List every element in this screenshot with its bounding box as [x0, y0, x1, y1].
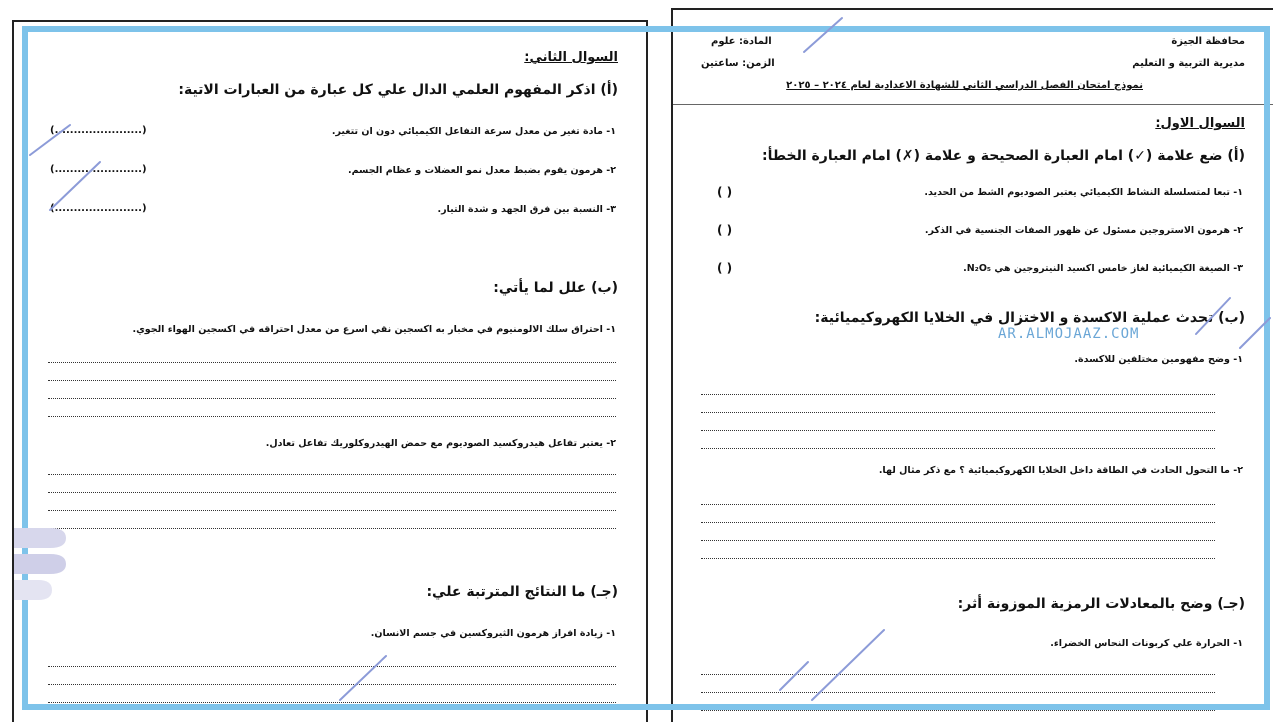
q1-part-a-heading: (أ) ضع علامة (✓) امام العبارة الصحيحة و علامة (✗) امام العبارة الخطأ: — [762, 148, 1245, 164]
q1-part-b-heading: (ب) تحدث عملية الاكسدة و الاختزال في الخلايا الكهروكيميائية: — [814, 310, 1245, 326]
q1b-item-2: ٢- ما التحول الحادث في الطاقة داخل الخلايا الكهروكيميائية ؟ مع ذكر مثال لها. — [878, 465, 1243, 476]
q2a-item-2: ٢- هرمون يقوم بضبط معدل نمو العضلات و عظام الجسم. — [347, 165, 616, 176]
deco-stroke — [340, 656, 386, 700]
header-time: الزمن: ساعتين — [701, 58, 775, 69]
question-2-title: السوال الثاني: — [524, 50, 618, 65]
q2-part-a-heading: (أ) اذكر المفهوم العلمي الدال علي كل عبارة من العبارات الاتية: — [178, 82, 618, 98]
q2a-item-3: ٣- النسبة بين فرق الجهد و شدة التيار. — [437, 204, 616, 215]
deco-stroke — [30, 125, 70, 155]
q1-part-c-heading: (جـ) وضح بالمعادلات الرمزية الموزونة أثر: — [957, 596, 1245, 612]
deco-stroke — [780, 662, 808, 690]
q1a-item-3: ٣- الصيغة الكيميائية لغاز خامس اكسيد النيتروجين هي N₂O₅. — [963, 263, 1243, 274]
q1b-item-1: ١- وضح مفهومين مختلفين للاكسدة. — [1074, 354, 1243, 365]
deco-stroke — [804, 18, 842, 52]
q2-part-c-heading: (جـ) ما النتائج المترتبة علي: — [426, 584, 618, 600]
deco-stroke — [812, 630, 884, 700]
q2c-item-1: ١- زيادة افراز هرمون الثيروكسين في جسم الانسان. — [370, 628, 616, 639]
header-subject: المادة: علوم — [711, 36, 772, 47]
q1c-item-1: ١- الحرارة علي كربونات النحاس الخضراء. — [1050, 638, 1243, 649]
q2-part-b-heading: (ب) علل لما يأتي: — [493, 280, 618, 296]
header-governorate: محافظة الجيزة — [1171, 36, 1245, 47]
q2b-item-1: ١- احتراق سلك الالومنيوم في مخبار به اكسجين نقي اسرع من معدل احتراقه في اكسجين الهواء الجوي. — [132, 324, 616, 335]
header-directorate: مديرية التربية و التعليم — [1132, 58, 1245, 69]
q1a-item-2: ٢- هرمون الاستروجين مسئول عن ظهور الصفات الجنسية في الذكر. — [924, 225, 1243, 236]
deco-stroke — [50, 162, 100, 210]
watermark-text: AR.ALMOJAAZ.COM — [998, 326, 1140, 342]
answer-blank[interactable]: (.......................) — [50, 125, 147, 136]
answer-blank[interactable]: (.......................) — [50, 203, 147, 214]
deco-stroke — [1196, 298, 1230, 334]
q1a-item-1: ١- تبعا لمتسلسلة النشاط الكيميائي يعتبر الصوديوم الشط من الحديد. — [924, 187, 1243, 198]
deco-stroke — [1240, 318, 1270, 348]
question-1-title: السوال الاول: — [1155, 116, 1245, 131]
q2b-item-2: ٢- يعتبر تفاعل هيدروكسيد الصوديوم مع حمض الهيدروكلوريك تفاعل تعادل. — [265, 438, 616, 449]
answer-box[interactable]: ( ) — [717, 261, 733, 275]
answer-blank[interactable]: (.......................) — [50, 164, 147, 175]
answer-box[interactable]: ( ) — [717, 223, 733, 237]
answer-box[interactable]: ( ) — [717, 185, 733, 199]
exam-title: نموذج امتحان الفصل الدراسي الثاني للشهادة الاعدادية لعام ٢٠٢٤ – ٢٠٢٥ — [786, 80, 1143, 91]
q2a-item-1: ١- مادة تغير من معدل سرعة التفاعل الكيميائي دون ان تتغير. — [331, 126, 616, 137]
site-logo-icon — [10, 522, 70, 608]
